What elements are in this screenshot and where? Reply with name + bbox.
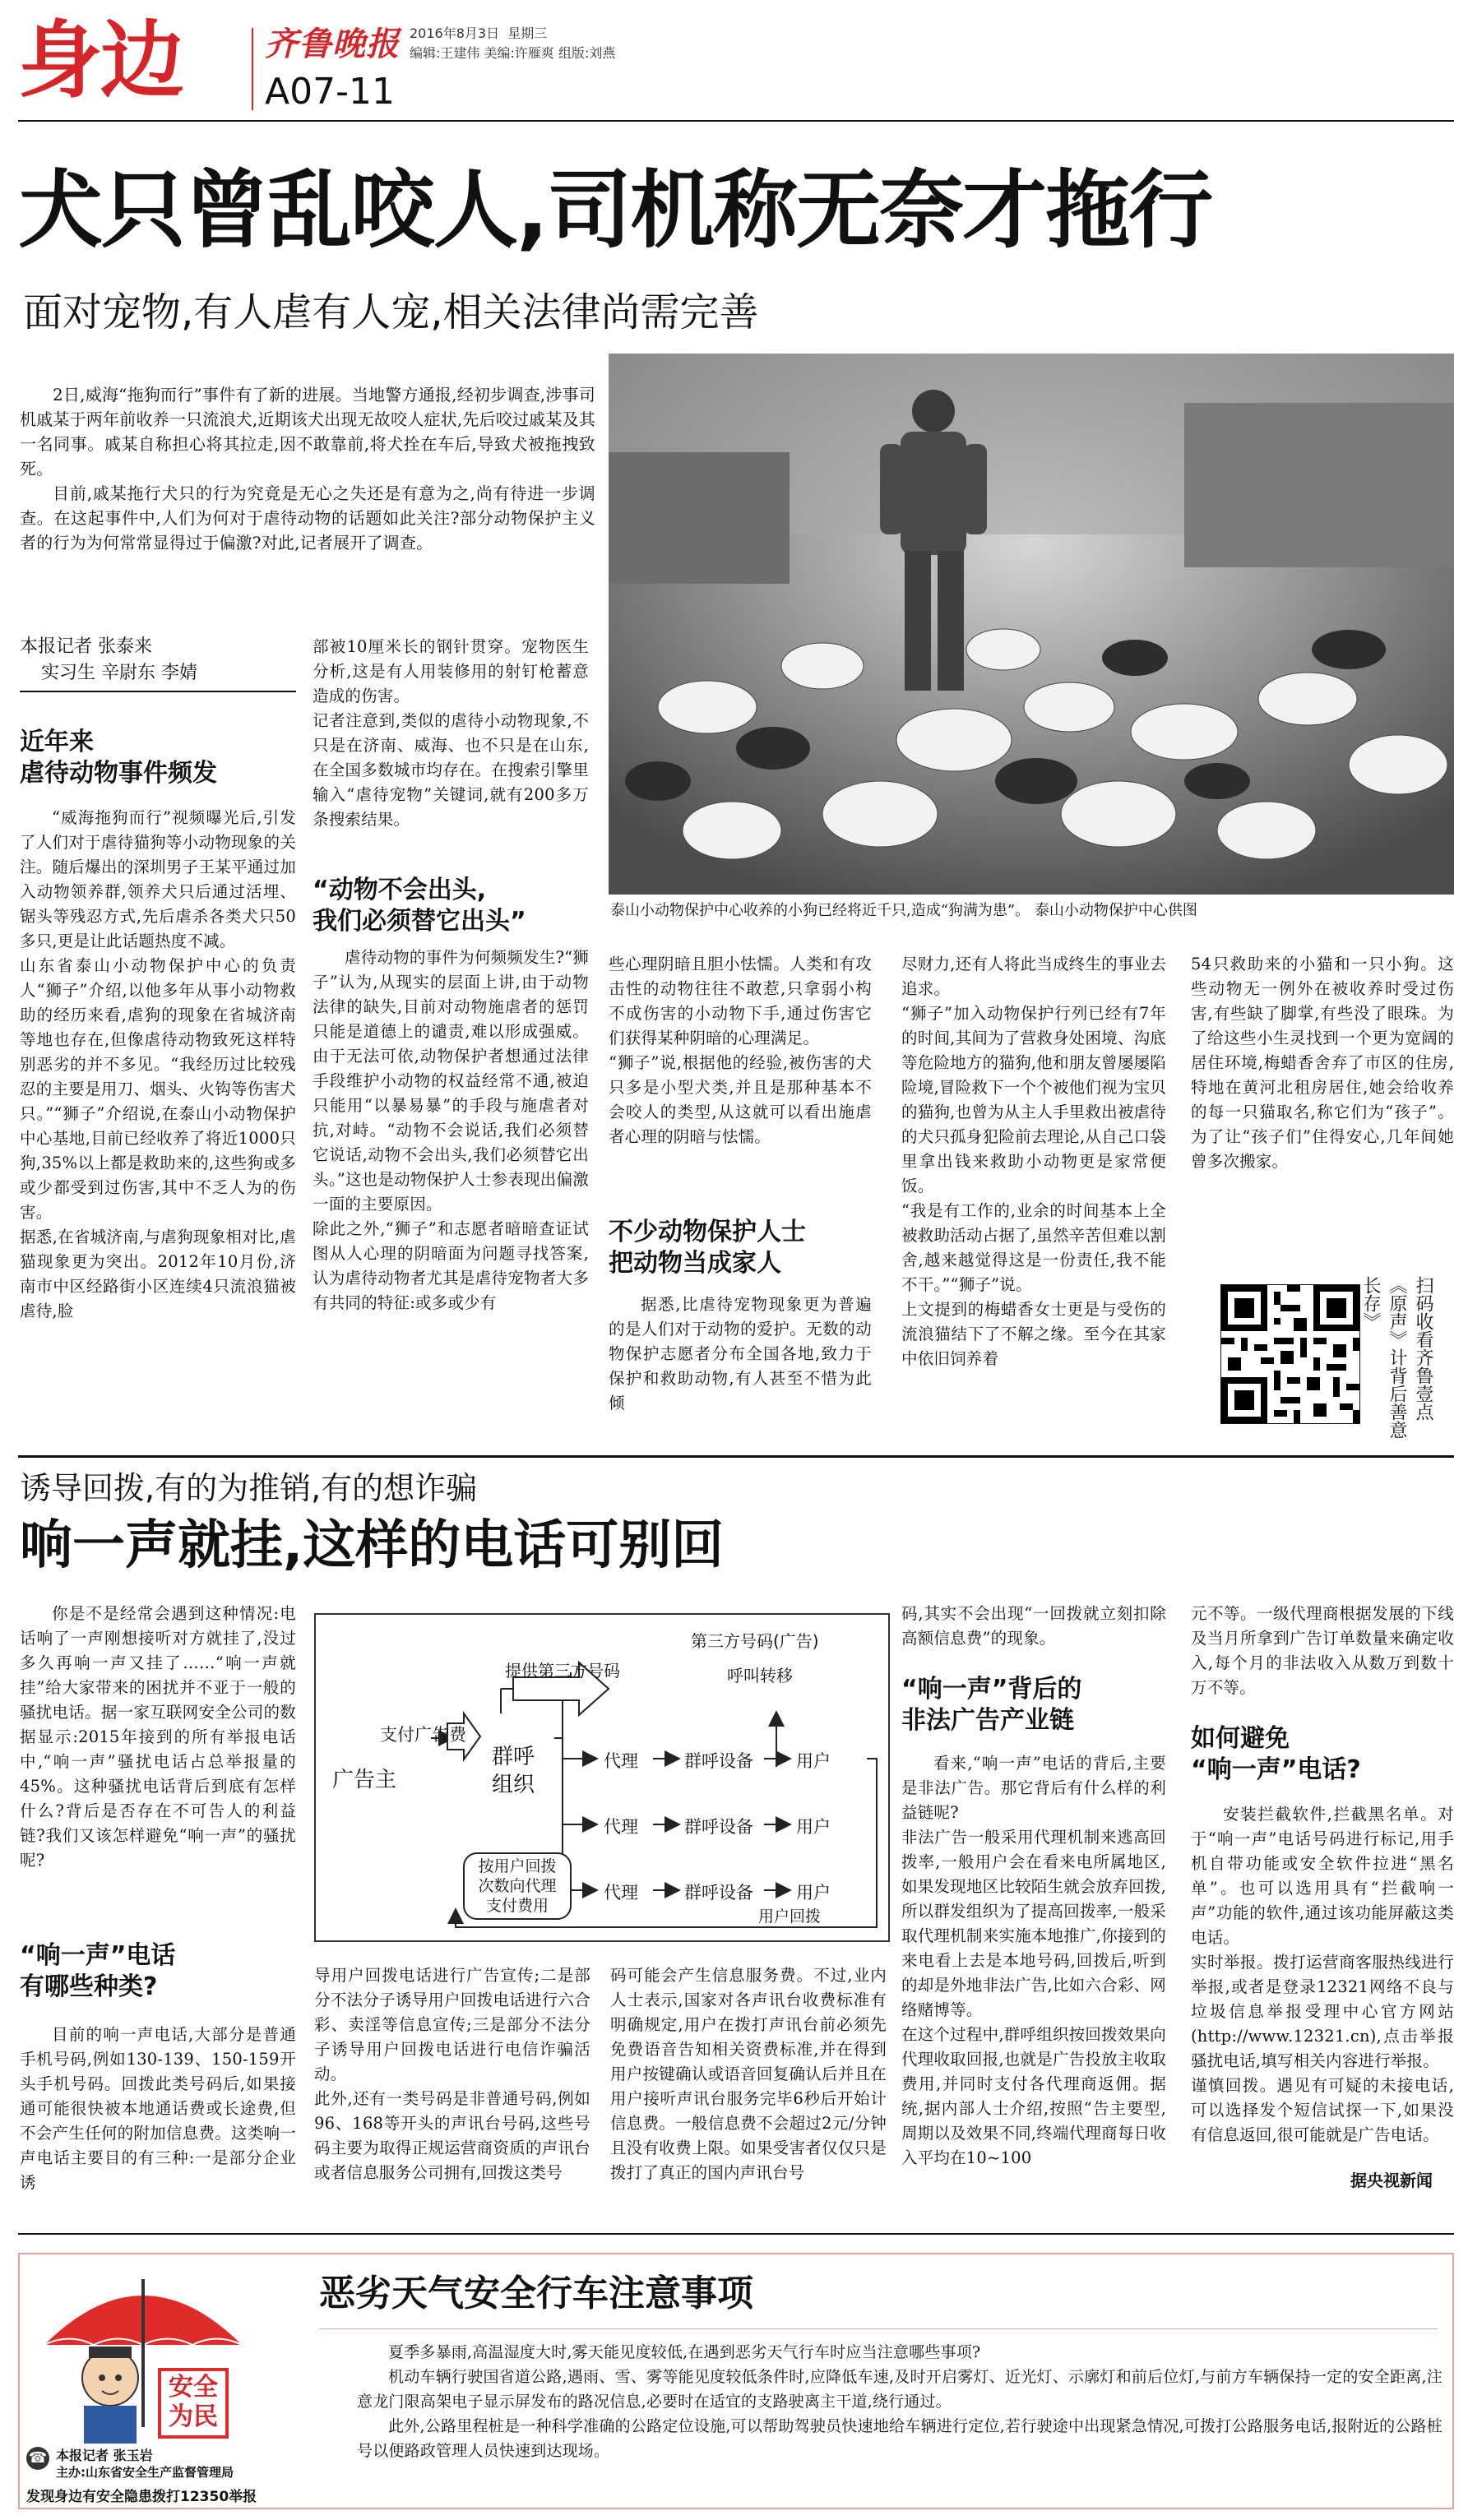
column-text: 些心理阴暗且胆小怯懦。人类和有攻击性的动物往往不敢惹,只拿弱小构不成伤害的小动物下手,通过伤害它们获得某种阴暗的心理满足。 “狮子”说,根据他的经验,被伤害的犬只多是小型犬类,并且是那种基本不会咬人的类型,从这就可以看出施虐者心理的阴暗与怯懦。	[609, 955, 872, 1146]
photo-illustration	[609, 354, 1454, 895]
article1-subheading-3: 不少动物保护人士 把动物当成家人	[609, 1218, 806, 1278]
page-number: A07-11	[265, 71, 395, 113]
qr-icon	[1221, 1285, 1359, 1423]
article2-column-1	[20, 1602, 296, 1873]
diagram-advertiser: 广告主	[332, 1768, 397, 1792]
umbrella-mascot-icon	[20, 2254, 266, 2444]
lead-paragraph-2: 目前,戚某拖行犬只的行为究竟是无心之失还是有意为之,尚有待进一步调查。在这起事件中,人们为何对于虐待动物的话题如此关注?部分动物保护主义者的行为为何常常显得过于偏激?对此,记者展开了调查。	[20, 483, 595, 553]
article1-column-5	[1191, 952, 1454, 1174]
byline-interns: 实习生 辛尉东 李婧	[41, 663, 197, 683]
article2-subheading-1: “响一声”电话 有哪些种类?	[20, 1941, 176, 2001]
column-text: 54只救助来的小猫和一只小狗。这些动物无一例外在被收养时受过伤害,有些缺了脚掌,有些没了眼珠。为了给这些小生灵找到一个更为宽阔的居住环境,梅蜡香舍弃了市区的住房,特地在黄河北租房居住,她会给收养的每一只猫取名,称它们为“孩子”。为了让“孩子们”住得安心,几年间她曾多次搬家。	[1191, 955, 1454, 1171]
article2-column-3	[610, 1963, 887, 2185]
safety-badge: 安全 为民	[169, 2373, 218, 2431]
byline-rule	[20, 691, 296, 692]
section-rule-2	[18, 2233, 1454, 2235]
section-title: 身边	[18, 12, 183, 110]
qr-caption: 扫码收看齐鲁壹点《原声》计背后善意长存》	[1360, 1276, 1433, 1439]
column-text: 看来,“响一声”电话的背后,主要是非法广告。那它背后有什么样的利益链呢? 非法广告一般采用代理机制来逃高回拨率,一般用户会在看来电所属地区,如果发现地区比较陌生就会放弃回拨,所以群发组织为了提高回拨率,一般采取代理机制来实施本地推广,你接到的来电看上去是本地号码,回拨后,听到的却是外地非法广告,比如六合彩、网络赌博等。 在这个过程中,群呼组织按回拨效果向代理收取回报,也就是广告投放主收取费用,并同时支付各代理商返佣。据统,据内部人士介绍,按照“告主要型,周期以及效果不同,终端代理商每日收入平均在10~100	[901, 1754, 1166, 2167]
diagram-user-3: 用户	[796, 1883, 831, 1903]
diagram-device-1: 群呼设备	[684, 1751, 753, 1771]
dog-shelter-photo	[609, 354, 1454, 895]
lead-paragraph-1: 2日,威海“拖狗而行”事件有了新的进展。当地警方通报,经初步调查,涉事司机戚某于两年前收养一只流浪犬,近期该犬出现无故咬人症状,先后咬过戚某及其一名同事。戚某自称担心将其拉走,因不敢靠前,将犬拴在车后,导致犬被拖拽致死。	[20, 385, 595, 479]
callback-flow-diagram	[314, 1613, 890, 1942]
article1-column-1	[20, 806, 296, 1324]
safety-credit-1: 本报记者 张玉岩	[56, 2448, 153, 2463]
article2-column-5b	[1191, 1802, 1454, 2148]
diagram-pay-ad-fee: 支付广告费	[380, 1725, 466, 1745]
safety-credit-2: 主办:山东省安全生产监督管理局	[56, 2465, 234, 2480]
column-text: 码可能会产生信息服务费。不过,业内人士表示,国家对各声讯台收费标准有明确规定,用户在拨打声讯台前必须先免费语音告知相关资费标准,并在得到用户按键确认或语音回复确认后并且在用户接听声讯台服务完毕6秒后开始计信息费。一般信息费不会超过2元/分钟且没有收费上限。如果受害者仅仅只是拨打了真正的国内声讯台号	[610, 1966, 887, 2182]
diagram-user-callback: 用户回拨	[758, 1907, 822, 1926]
article1-column-2	[313, 635, 589, 832]
weekday: 星期三	[507, 25, 548, 41]
date: 2016年8月3日	[410, 25, 500, 41]
article2-column-5	[1191, 1602, 1454, 1700]
diagram-user-1: 用户	[796, 1751, 831, 1771]
column-text: 码,其实不会出现“一回拨就立刻扣除高额信息费”的现象。	[901, 1604, 1166, 1648]
safety-title: 恶劣天气安全行车注意事项	[319, 2273, 753, 2314]
header-rule	[18, 120, 1454, 122]
article2-column-4	[901, 1602, 1166, 1651]
article1-column-3	[609, 952, 872, 1149]
article1-lead	[20, 382, 595, 555]
diagram-user-2: 用户	[796, 1817, 831, 1837]
diagram-device-2: 群呼设备	[684, 1817, 753, 1837]
diagram-call-forward: 呼叫转移	[727, 1666, 793, 1685]
article1-column-4	[901, 952, 1166, 1371]
column-text: 安装拦截软件,拦截黑名单。对于“响一声”电话号码进行标记,用手机自带功能或安全软件拉进“黑名单”。也可以选用具有“拦截响一声”功能的软件,通过该功能屏蔽这类电话。 实时举报。拨打运营商客服热线进行举报,或者是登录12321网络不良与垃圾信息举报受理中心官方网站(http://www.12321.cn),点击举报骚扰电话,填写相关内容进行举报。 谨慎回拨。遇见有可疑的未接电话,可以选择发个短信试探一下,如果没有信息返回,很可能就是广告电话。	[1191, 1805, 1454, 2144]
column-text: 据悉,比虐待宠物现象更为普遍的是人们对于动物的爱护。无数的动物保护志愿者分布全国各地,致力于保护和救助动物,有人甚至不惜为此倾	[609, 1295, 872, 1413]
diagram-device-3: 群呼设备	[684, 1883, 753, 1903]
column-text: 目前的响一声电话,大部分是普通手机号码,例如130-139、150-159开头手机号码。回拨此类号码后,如果接通可能很快被本地通话费或长途费,但不会产生任何的附加信息费。这类响一声电话主要目的有三种:一是部分企业诱	[20, 2025, 296, 2192]
article2-kicker: 诱导回拨,有的为推销,有的想诈骗	[20, 1470, 478, 1506]
column-text: 虐待动物的事件为何频频发生?“狮子”认为,从现实的层面上讲,由于动物法律的缺失,目前对动物施虐者的惩罚只能是道德上的谴责,难以形成强威。由于无法可依,动物保护者想通过法律手段维护小动物的权益经常不通,被迫只能用“以暴易暴”的手段与施虐者对抗,对峙。“动物不会说话,我们必须替它说话,动物不会出头,我们必须替它出头。”这也是动物保护人士参表现出偏激一面的主要原因。 除此之外,“狮子”和志愿者暗暗查证试图从人心理的阴暗面为问题寻找答案,认为虐待动物者尤其是虐待宠物者大多有共同的特征:或多或少有	[313, 948, 589, 1312]
diagram-agent-1: 代理	[604, 1751, 638, 1771]
safety-body	[357, 2340, 1443, 2463]
safety-paragraph-3: 此外,公路里程桩是一种科学准确的公路定位设施,可以帮助驾驶员快速地给车辆进行定位,若行驶途中出现紧急情况,可拨打公路服务电话,报附近的公路桩号以便路政管理人员快速到达现场。	[357, 2417, 1443, 2460]
article2-subheading-3: 如何避免 “响一声”电话?	[1191, 1724, 1361, 1784]
article2-column-2	[314, 1963, 590, 2185]
diagram-agent-2: 代理	[604, 1817, 638, 1837]
column-text: 部被10厘米长的钢针贯穿。宠物医生分析,这是有人用装修用的射钉枪蓄意造成的伤害。 记者注意到,类似的虐待小动物现象,不只是在济南、威海、也不只是在山东,在全国多数城市均存在。在搜索引擎里输入“虐待宠物”关键词,就有200多万条搜索结果。	[313, 637, 589, 829]
safety-box	[18, 2253, 1454, 2509]
article1-headline: 犬只曾乱咬人,司机称无奈才拖行	[18, 161, 1212, 260]
article1-subheading-2: “动物不会出头, 我们必须替它出头”	[313, 876, 526, 936]
article1-column-2b	[313, 946, 589, 1315]
photo-caption: 泰山小动物保护中心收养的小狗已经将近千只,造成“狗满为患”。 泰山小动物保护中心供图	[610, 902, 1197, 919]
article1-subheading-1: 近年来 虐待动物事件频发	[20, 728, 217, 788]
section-rule-1	[18, 1455, 1454, 1458]
header-divider-v	[252, 28, 253, 110]
byline-reporter: 本报记者 张泰来	[20, 636, 152, 657]
phone-icon: ☎	[26, 2447, 49, 2470]
column-text: 元不等。一级代理商根据发展的下线及当月所拿到广告订单数量来确定收入,每个月的非法收入从数万到数十万不等。	[1191, 1604, 1454, 1697]
safety-paragraph-1: 夏季多暴雨,高温湿度大时,雾天能见度较低,在遇到恶劣天气行车时应当注意哪些事项?	[388, 2343, 981, 2361]
qr-code[interactable]	[1220, 1284, 1360, 1424]
article2-column-1b	[20, 2023, 296, 2195]
column-text: 尽财力,还有人将此当成终生的事业去追求。 “狮子”加入动物保护行列已经有7年的时间,其间为了营救身处困境、沟底等危险地方的猫狗,他和朋友曾屡屡陷险境,冒险救下一个个被他们视为宝贝的猫狗,也曾为从主人手里救出被虐待的犬只孤身犯险前去理论,从自己口袋里拿出钱来救助小动物更是家常便饭。 “我是有工作的,业余的时间基本上全被救助活动占据了,虽然辛苦但难以割舍,越来越觉得这是一份责任,我不能不干。”“狮子”说。 上文提到的梅蜡香女士更是与受伤的流浪猫结下了不解之缘。至今在其家中依旧饲养着	[901, 955, 1166, 1368]
column-text: “威海拖狗而行”视频曝光后,引发了人们对于虐待猫狗等小动物现象的关注。随后爆出的深圳男子王某平通过加入动物领养群,领养犬只后通过活埋、锯头等残忍方式,先后虐杀各类犬只50多只,更是让此话题热度不减。 山东省泰山小动物保护中心的负责人“狮子”介绍,以他多年从事小动物救助的经历来看,虐狗的现象在省城济南等地也存在,但像虐待动物致死这样特别恶劣的并不多见。“我经历过比较残忍的主要是用刀、烟头、火钩等伤害犬只。”“狮子”介绍说,在泰山小动物保护中心基地,目前已经收养了将近1000只狗,35%以上都是救助来的,这些狗或多或少都受到过伤害,其中不乏人为的伤害。 据悉,在省城济南,与虐狗现象相对比,虐猫现象更为突出。2012年10月份,济南市中区经路街小区连续4只流浪猫被虐待,脸	[20, 808, 296, 1320]
diagram-note: 按用户回拨 次数向代理 支付费用	[478, 1857, 557, 1915]
editors-line: 编辑:王建伟 美编:许雁爽 组版:刘燕	[410, 45, 616, 61]
safety-hotline: 发现身边有安全隐患拨打12350举报	[26, 2489, 257, 2505]
masthead-logo: 齐鲁晚报	[265, 25, 400, 63]
safety-cartoon	[20, 2254, 266, 2508]
article2-subheading-2: “响一声”背后的 非法广告产业链	[901, 1675, 1082, 1735]
column-text: 你是不是经常会遇到这种情况:电话响了一声刚想接听对方就挂了,没过多久再响一声又挂了……“响一声就挂”给大家带来的困扰并不亚于一般的骚扰电话。据一家互联网安全公司的数据显示:2015年接到的所有举报电话中,“响一声”骚扰电话占总举报量的45%。这种骚扰电话背后到底有怎样什么?背后是否存在不可告人的利益链?我们又该怎样避免“响一声”的骚扰呢?	[20, 1604, 296, 1870]
issue-date	[410, 23, 547, 42]
safety-title-rule	[319, 2328, 1438, 2329]
article1-column-3b	[609, 1292, 872, 1416]
column-text: 导用户回拨电话进行广告宣传;二是部分不法分子诱导用户回拨电话进行六合彩、卖淫等信息宣传;三是部分不法分子诱导用户回拨电话进行电信诈骗活动。 此外,还有一类号码是非普通号码,例如96、168等开头的声讯台号码,这些号码主要为取得正规运营商资质的声讯台或者信息服务公司拥有,回拨这类号	[314, 1966, 590, 2182]
diagram-group-call-org: 群呼 组织	[492, 1745, 535, 1797]
article2-headline: 响一声就挂,这样的电话可别回	[20, 1515, 725, 1576]
diagram-third-number: 第三方号码(广告)	[691, 1631, 819, 1651]
article2-column-4b	[901, 1751, 1166, 2171]
safety-paragraph-2: 机动车辆行驶国省道公路,遇雨、雪、雾等能见度较低条件时,应降低车速,及时开启雾灯、近光灯、示廓灯和前后位灯,与前方车辆保持一定的安全距离,注意龙门限高架电子显示屏发布的路况信息,必要时在适宜的支路驶离主干道,绕行通过。	[357, 2368, 1443, 2411]
diagram-agent-3: 代理	[604, 1883, 638, 1903]
article2-source: 据央视新闻	[1350, 2171, 1433, 2190]
article1-subhead: 面对宠物,有人虐有人宠,相关法律尚需完善	[23, 289, 759, 335]
diagram-provide-third: 提供第三方号码	[505, 1661, 620, 1681]
